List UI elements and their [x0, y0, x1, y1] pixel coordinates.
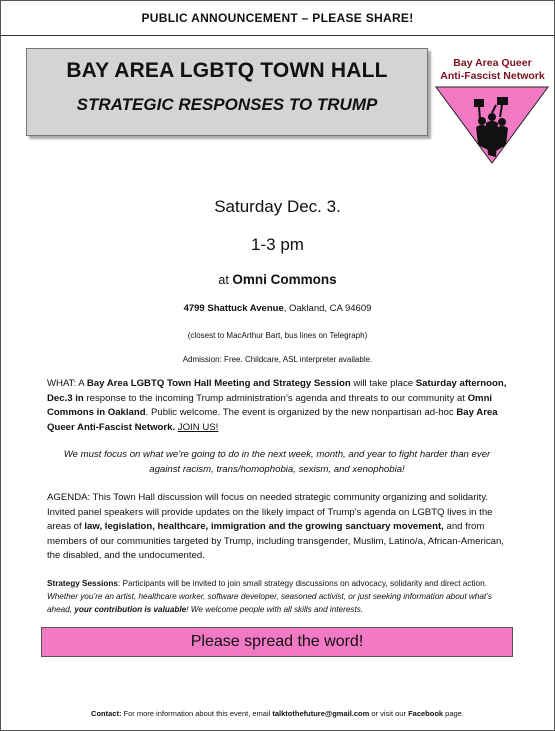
what-bold-2: Saturday afternoon, Dec.3 in: [47, 378, 507, 404]
contact-text-1: For more information about this event, email: [121, 709, 273, 718]
logo-line-1: Bay Area Queer: [453, 57, 532, 69]
strategy-text-1: : Participants will be invited to join small strategy discussions on advocacy, solidarity and direct action.: [118, 579, 487, 588]
contact-text-3: page.: [443, 709, 464, 718]
contact-email[interactable]: talktothefuture@gmail.com: [272, 709, 370, 718]
contact-line: [1, 709, 554, 718]
join-us-link[interactable]: JOIN US!: [177, 421, 219, 433]
logo-line-2: Anti-Fascist Network: [440, 70, 545, 82]
what-text-1: WHAT: A: [47, 378, 87, 389]
contact-label: Contact:: [91, 709, 122, 718]
spread-word-banner: Please spread the word!: [41, 627, 513, 657]
agenda-paragraph: [47, 491, 507, 564]
contact-text-2: or visit our: [369, 709, 409, 718]
what-bold-3: Omni Commons in Oakland: [47, 392, 493, 418]
strategy-italic-2: ! We welcome people with all skills and interests.: [186, 605, 364, 614]
agenda-bold: law, legislation, healthcare, immigration and the growing sanctuary movement,: [84, 521, 444, 532]
strategy-label: Strategy Sessions: [47, 579, 118, 588]
agenda-text-1: AGENDA: This Town Hall discussion will focus on needed strategic community organizing and solidarity. Invited panel speakers will provide updates on the likely impact of Trump's agenda on LGBTQ lives in the areas of: [47, 492, 493, 532]
agenda-text-2: and from members of our communities targeted by Trump, including transgender, Muslim, Latino/a, African-American, the disabled, and the undocumented.: [47, 521, 504, 561]
what-text-4: . Public welcome. The event is organized by the new nonpartisan ad-hoc: [145, 407, 457, 418]
announcement-header: PUBLIC ANNOUNCEMENT – PLEASE SHARE!: [141, 11, 414, 25]
what-text-3: response to the incoming Trump administration’s agenda and threats to our community at: [83, 392, 468, 404]
title-box: [26, 48, 428, 136]
what-bold-4: Bay Area Queer Anti-Fascist Network.: [47, 407, 498, 433]
logo-text: [435, 57, 550, 83]
title-line-2: STRATEGIC RESPONSES TO TRUMP: [76, 95, 378, 114]
admission-note: Admission: Free. Childcare, ASL interpreter available.: [182, 355, 373, 364]
quote-paragraph: We must focus on what we’re going to do in the next week, month, and year to fight harder than ever against racism, trans/homophobia, sexism, and xenophobia!: [63, 449, 491, 475]
what-text-2: will take place: [350, 378, 416, 389]
event-time: 1-3 pm: [251, 235, 304, 254]
header-divider: [1, 35, 554, 36]
venue-prefix: at: [218, 273, 229, 287]
event-venue: [1, 272, 554, 287]
strategy-bold-italic: your contribution is valuable: [74, 605, 187, 614]
event-address: [1, 303, 554, 314]
what-paragraph: [47, 377, 507, 435]
transit-note: (closest to MacArthur Bart, bus lines on Telegraph): [187, 331, 368, 340]
address-street: 4799 Shattuck Avenue: [183, 303, 284, 314]
facebook-link[interactable]: Facebook: [408, 709, 444, 718]
what-bold-1: Bay Area LGBTQ Town Hall Meeting and Strategy Session: [86, 378, 351, 389]
title-line-1: BAY AREA LGBTQ TOWN HALL: [66, 59, 388, 82]
event-date: Saturday Dec. 3.: [214, 197, 341, 216]
strategy-italic-1: Whether you’re an artist, healthcare worker, software developer, seasoned activist, or just seeking information about what’s ahead,: [47, 592, 492, 614]
strategy-paragraph: [47, 577, 507, 616]
pink-triangle-protesters-icon: [434, 85, 550, 165]
venue-name: Omni Commons: [232, 272, 337, 287]
address-city: , Oakland, CA 94609: [283, 303, 372, 314]
